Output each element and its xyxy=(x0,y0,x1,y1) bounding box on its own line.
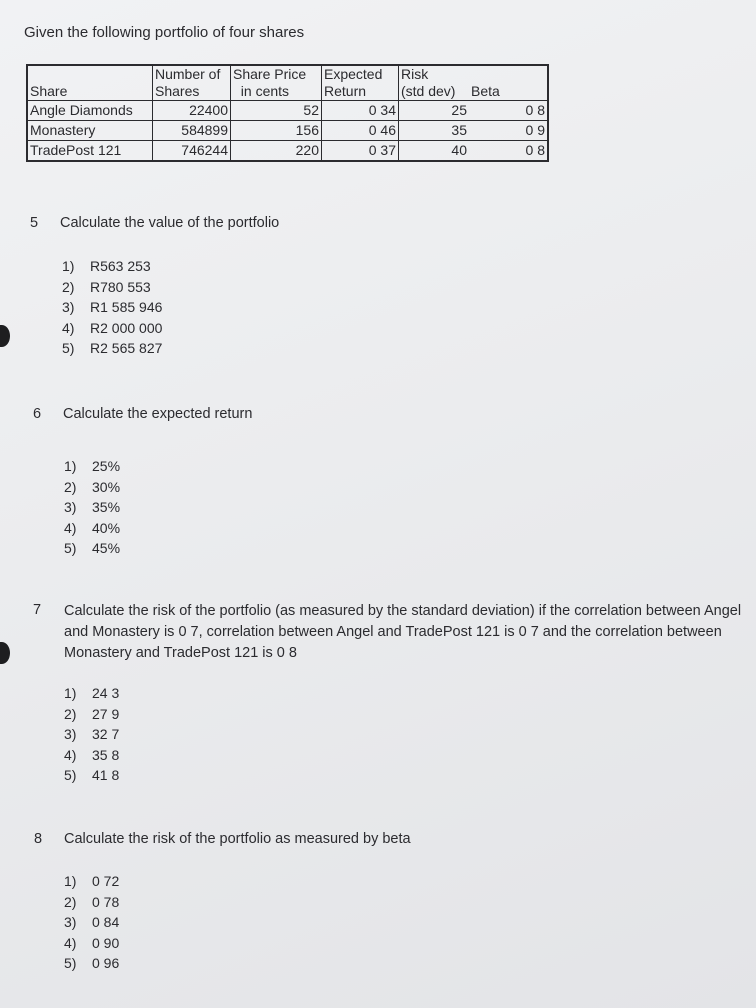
punch-hole-bottom xyxy=(0,642,10,664)
cell-expected: 0 34 xyxy=(322,101,399,121)
header-share: Share xyxy=(30,83,68,99)
cell-risk: 40 xyxy=(399,141,470,162)
option[interactable]: 4) 0 90 xyxy=(64,934,120,951)
cell-shares: 746244 xyxy=(153,141,231,162)
option[interactable]: 3) 0 84 xyxy=(64,914,120,930)
option[interactable]: 4) R2 000 000 xyxy=(62,319,163,336)
cell-expected: 0 37 xyxy=(322,141,399,162)
header-number-of-shares: Number of Shares xyxy=(153,65,231,101)
header-risk: Risk (std dev) xyxy=(399,65,470,101)
intro-text: Given the following portfolio of four shares xyxy=(24,24,305,41)
option[interactable]: 5) R2 565 827 xyxy=(62,340,163,356)
cell-shares: 584899 xyxy=(153,121,231,141)
cell-beta: 0 8 xyxy=(469,141,548,162)
question-7-text: Calculate the risk of the portfolio (as measured by the standard deviation) if the correlation between Angel and Monastery is 0 7, correlation between Angel and TradePost 121 is 0 7 and the correlation between Monastery and TradePost 121 is 0 8 xyxy=(64,603,742,661)
option[interactable]: 1) 0 72 xyxy=(64,873,120,889)
cell-risk: 35 xyxy=(399,121,470,141)
question-number: 5 xyxy=(30,215,39,231)
cell-beta: 0 9 xyxy=(469,121,548,141)
question-5-options xyxy=(62,256,162,359)
table-row xyxy=(27,101,548,121)
option[interactable]: 3) 32 7 xyxy=(64,726,120,742)
question-text: Calculate the risk of the portfolio as measured by beta xyxy=(64,831,411,847)
cell-shares: 22400 xyxy=(153,101,231,121)
header-beta: Beta xyxy=(471,83,500,99)
question-8-options xyxy=(64,871,119,974)
portfolio-table xyxy=(26,64,549,162)
option[interactable]: 2) 0 78 xyxy=(64,893,120,910)
header-share-price: Share Price in cents xyxy=(231,65,322,101)
option[interactable]: 5) 45% xyxy=(64,540,121,556)
question-7-options xyxy=(64,683,119,786)
table-row xyxy=(27,141,548,162)
option[interactable]: 1) 24 3 xyxy=(64,685,120,701)
option[interactable]: 5) 41 8 xyxy=(64,767,120,783)
cell-share: Angle Diamonds xyxy=(27,101,153,121)
table-header-row xyxy=(27,65,548,101)
question-6-options xyxy=(64,456,120,559)
cell-share: Monastery xyxy=(27,121,153,141)
cell-expected: 0 46 xyxy=(322,121,399,141)
cell-price: 220 xyxy=(231,141,322,162)
cell-beta: 0 8 xyxy=(469,101,548,121)
question-number: 8 xyxy=(34,831,43,847)
option[interactable]: 1) R563 253 xyxy=(62,258,151,274)
question-text: Calculate the expected return xyxy=(63,406,253,422)
option[interactable]: 5) 0 96 xyxy=(64,955,120,971)
option[interactable]: 2) R780 553 xyxy=(62,278,151,295)
option[interactable]: 3) R1 585 946 xyxy=(62,299,163,315)
table-row xyxy=(27,121,548,141)
option[interactable]: 2) 27 9 xyxy=(64,705,120,722)
option[interactable]: 2) 30% xyxy=(64,478,121,495)
cell-price: 156 xyxy=(231,121,322,141)
option[interactable]: 4) 35 8 xyxy=(64,746,120,763)
option[interactable]: 3) 35% xyxy=(64,499,121,515)
question-number: 6 xyxy=(33,406,42,422)
option[interactable]: 4) 40% xyxy=(64,519,121,536)
cell-price: 52 xyxy=(231,101,322,121)
question-text: Calculate the value of the portfolio xyxy=(60,215,280,231)
option[interactable]: 1) 25% xyxy=(64,458,121,474)
cell-share: TradePost 121 xyxy=(27,141,153,162)
header-expected-return: Expected Return xyxy=(322,65,399,101)
cell-risk: 25 xyxy=(399,101,470,121)
punch-hole-top xyxy=(0,325,10,347)
